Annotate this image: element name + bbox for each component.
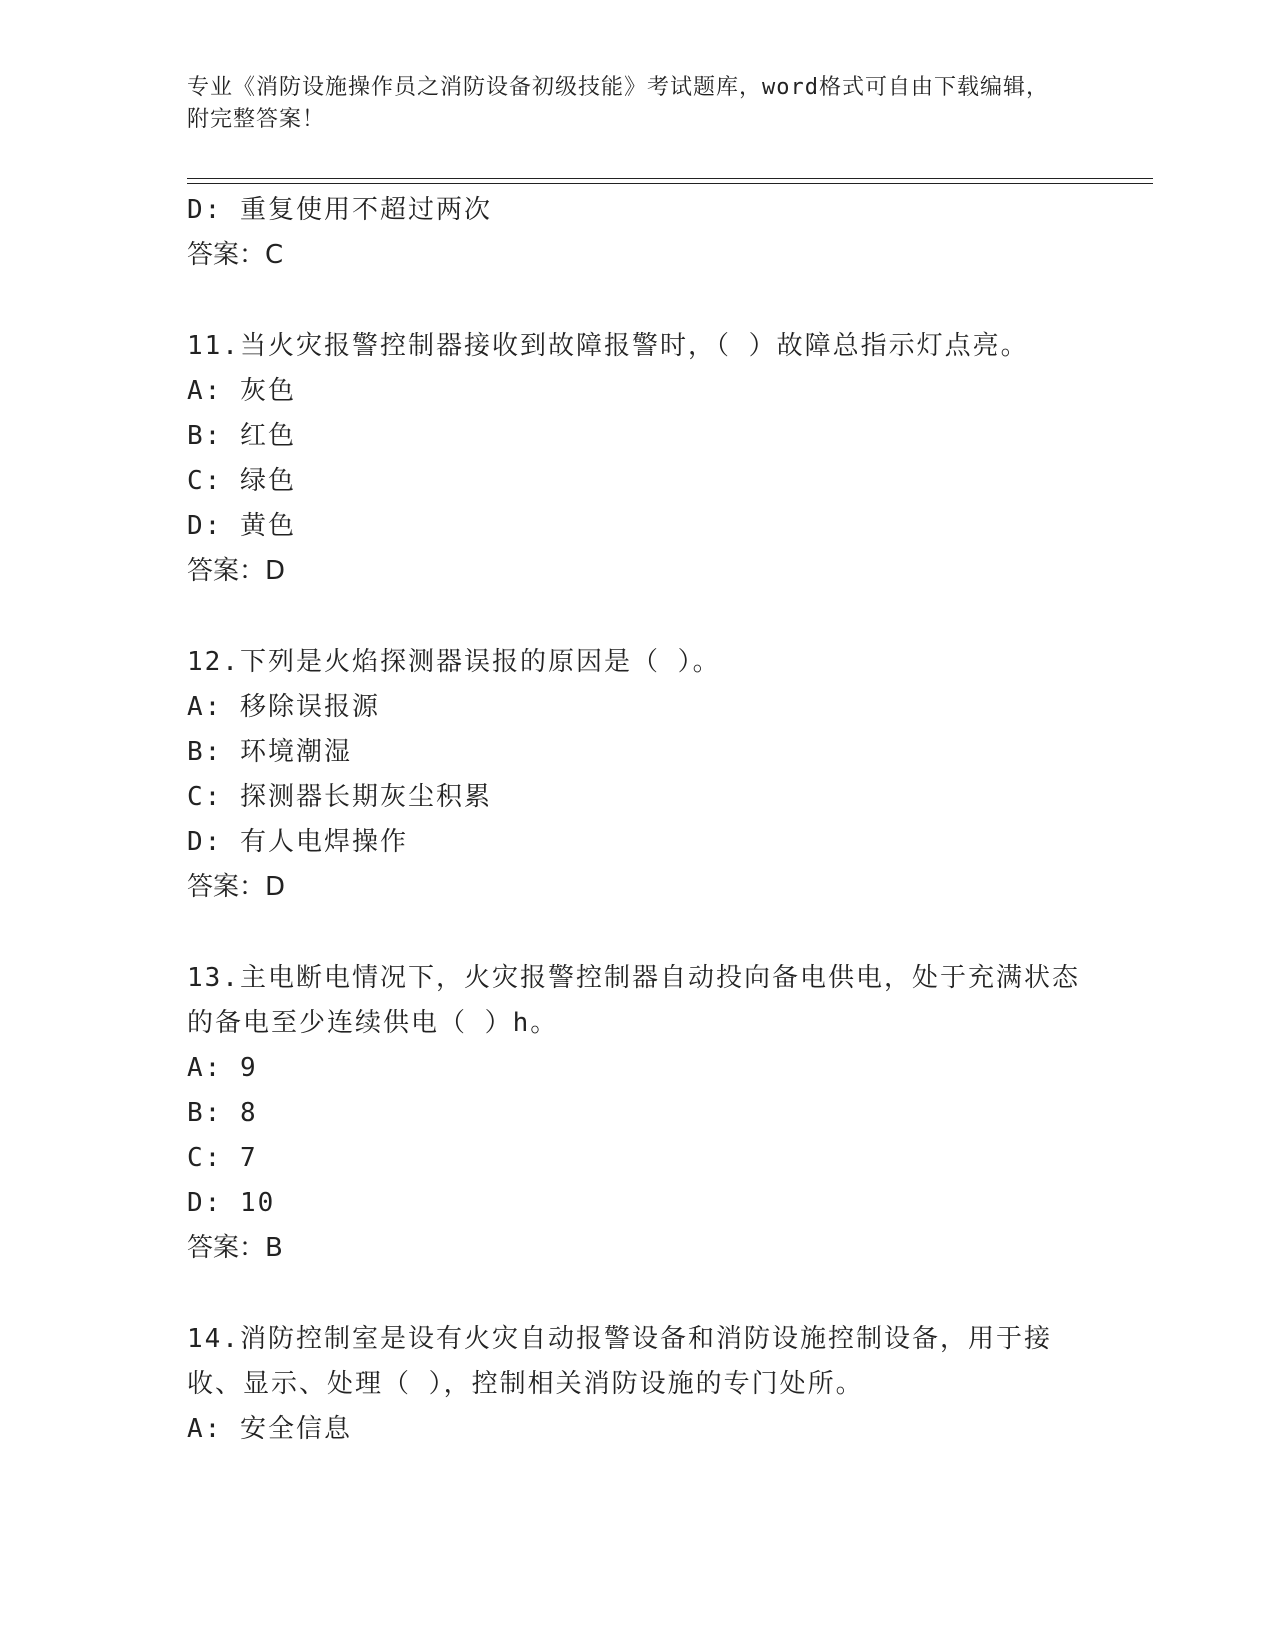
- option-a: A: 移除误报源: [187, 692, 380, 722]
- option-d: D: 黄色: [187, 511, 296, 541]
- answer: 答案：D: [187, 872, 286, 902]
- question-content: [187, 188, 1087, 1452]
- header-divider-bottom: [187, 183, 1153, 184]
- document-header: 专业《消防设施操作员之消防设备初级技能》考试题库，word格式可自由下载编辑，附完整答案！: [187, 75, 1049, 132]
- option-a: A: 灰色: [187, 376, 296, 406]
- option-d: D: 有人电焊操作: [187, 827, 408, 857]
- option-a: A: 安全信息: [187, 1414, 352, 1444]
- question-stem: 13.主电断电情况下，火灾报警控制器自动投向备电供电，处于充满状态的备电至少连续供电（ ）h。: [187, 963, 1080, 1038]
- prev-answer: 答案：C: [187, 240, 284, 270]
- question-14: [187, 1317, 1087, 1452]
- answer: 答案：D: [187, 556, 286, 586]
- prev-option-d: D: 重复使用不超过两次: [187, 195, 492, 225]
- header-divider-top: [187, 178, 1153, 179]
- option-c: C: 探测器长期灰尘积累: [187, 782, 492, 812]
- question-12: [187, 640, 1087, 910]
- option-b: B: 8: [187, 1098, 258, 1128]
- answer: 答案：B: [187, 1233, 283, 1263]
- question-stem: 11.当火灾报警控制器接收到故障报警时，（ ）故障总指示灯点亮。: [187, 331, 1029, 361]
- option-a: A: 9: [187, 1053, 258, 1083]
- question-stem: 14.消防控制室是设有火灾自动报警设备和消防设施控制设备，用于接收、显示、处理（ ），控制相关消防设施的专门处所。: [187, 1324, 1052, 1399]
- option-b: B: 环境潮湿: [187, 737, 352, 767]
- option-b: B: 红色: [187, 421, 296, 451]
- question-11: [187, 324, 1087, 594]
- question-stem: 12.下列是火焰探测器误报的原因是（ ）。: [187, 647, 721, 677]
- option-c: C: 绿色: [187, 466, 296, 496]
- question-13: [187, 956, 1087, 1271]
- option-d: D: 10: [187, 1188, 276, 1218]
- option-c: C: 7: [187, 1143, 258, 1173]
